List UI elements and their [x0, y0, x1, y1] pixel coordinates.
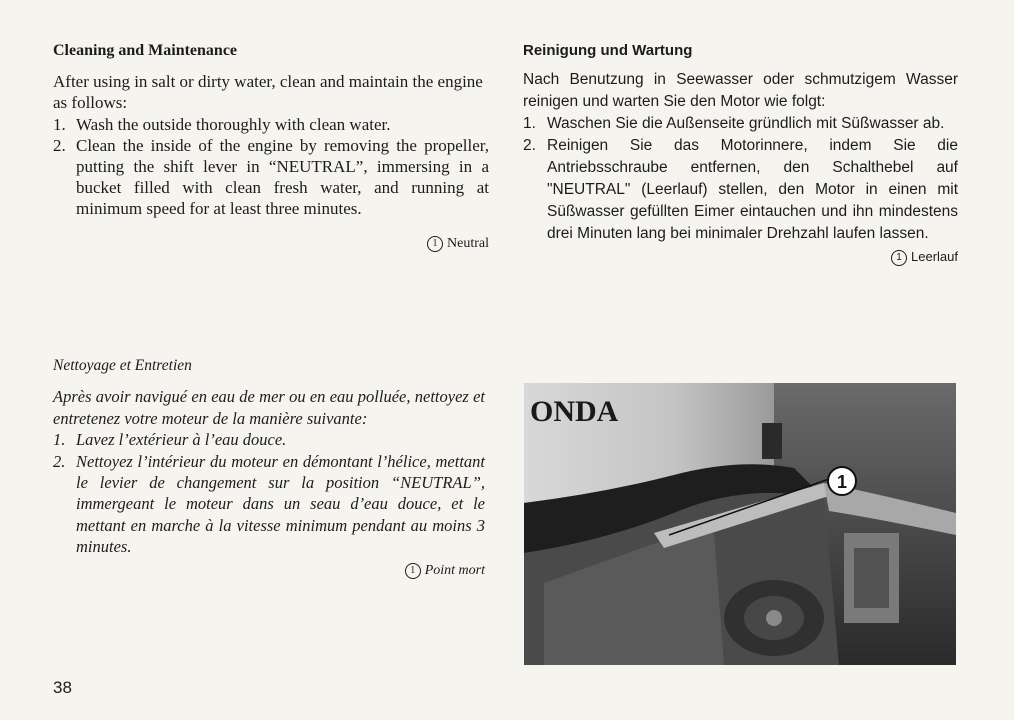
step-number: 1.: [53, 114, 66, 134]
german-step-2: [523, 135, 958, 245]
step-number: 1.: [523, 115, 536, 132]
english-step-1: [53, 114, 489, 135]
step-number: 2.: [53, 451, 66, 471]
english-title: Cleaning and Maintenance: [53, 42, 238, 59]
french-step-1: [53, 429, 485, 450]
french-caption-text: Point mort: [424, 562, 485, 578]
step-text: Lavez l’extérieur à l’eau douce.: [76, 430, 287, 450]
german-title: Reinigung und Wartung: [523, 42, 693, 59]
french-intro: Après avoir navigué en eau de mer ou en eau polluée, nettoyez et entretenez votre moteur de la manière suivante:: [53, 387, 485, 428]
step-text: Clean the inside of the engine by removing the propeller, putting the shift lever in “NEUTRAL”, immersing in a bucket filled with clean fresh water, and running at minimum speed for at least three minutes.: [76, 135, 489, 219]
german-caption-text: Leerlauf: [911, 249, 958, 264]
outboard-motor-photo: [524, 383, 956, 665]
english-caption-text: Neutral: [447, 235, 489, 251]
english-section: [53, 40, 489, 254]
english-caption: [53, 233, 489, 254]
photo-callout: [828, 467, 856, 495]
french-step-2: [53, 451, 485, 558]
step-number: 2.: [53, 135, 66, 155]
step-text: Wash the outside thoroughly with clean water.: [76, 114, 391, 134]
german-intro: Nach Benutzung in Seewasser oder schmutzigem Wasser reinigen und warten Sie den Motor wie folgt:: [523, 71, 958, 110]
callout-number-icon: 1: [891, 250, 907, 266]
german-steps: [523, 113, 958, 245]
callout-label: 1: [836, 472, 848, 492]
step-text: Nettoyez l’intérieur du moteur en démontant l’hélice, mettant le levier de changement sur la position “NEUTRAL”, immergeant le moteur dans un seau d’eau douce, et le mettant en marche à la vitesse minimum pendant au moins 3 minutes.: [76, 451, 485, 557]
english-step-2: [53, 135, 489, 220]
callout-number-icon: 1: [427, 236, 443, 252]
callout-number-icon: 1: [405, 563, 421, 579]
step-number: 1.: [53, 430, 66, 450]
brand-text: ONDA: [530, 395, 619, 428]
french-title: Nettoyage et Entretien: [53, 357, 192, 374]
english-steps: [53, 114, 489, 220]
step-text: Waschen Sie die Außenseite gründlich mit Süßwasser ab.: [547, 115, 945, 132]
german-step-1: [523, 113, 958, 135]
english-intro: After using in salt or dirty water, clean and maintain the engine as follows:: [53, 72, 483, 113]
french-section: [53, 355, 485, 581]
step-number: 2.: [523, 137, 536, 154]
german-caption: [523, 246, 958, 268]
french-steps: [53, 429, 485, 557]
german-section: [523, 40, 958, 268]
page-number: 38: [53, 678, 72, 697]
french-caption: [53, 560, 485, 581]
step-text: Reinigen Sie das Motorinnere, indem Sie die Antriebsschraube entfernen, den Schalthebel auf "NEUTRAL" (Leerlauf) stellen, den Motor in einen mit Süßwasser gefüllten Eimer eintauchen und ihn mindestens drei Minuten lang bei minimaler Drehzahl laufen lassen.: [547, 137, 958, 242]
